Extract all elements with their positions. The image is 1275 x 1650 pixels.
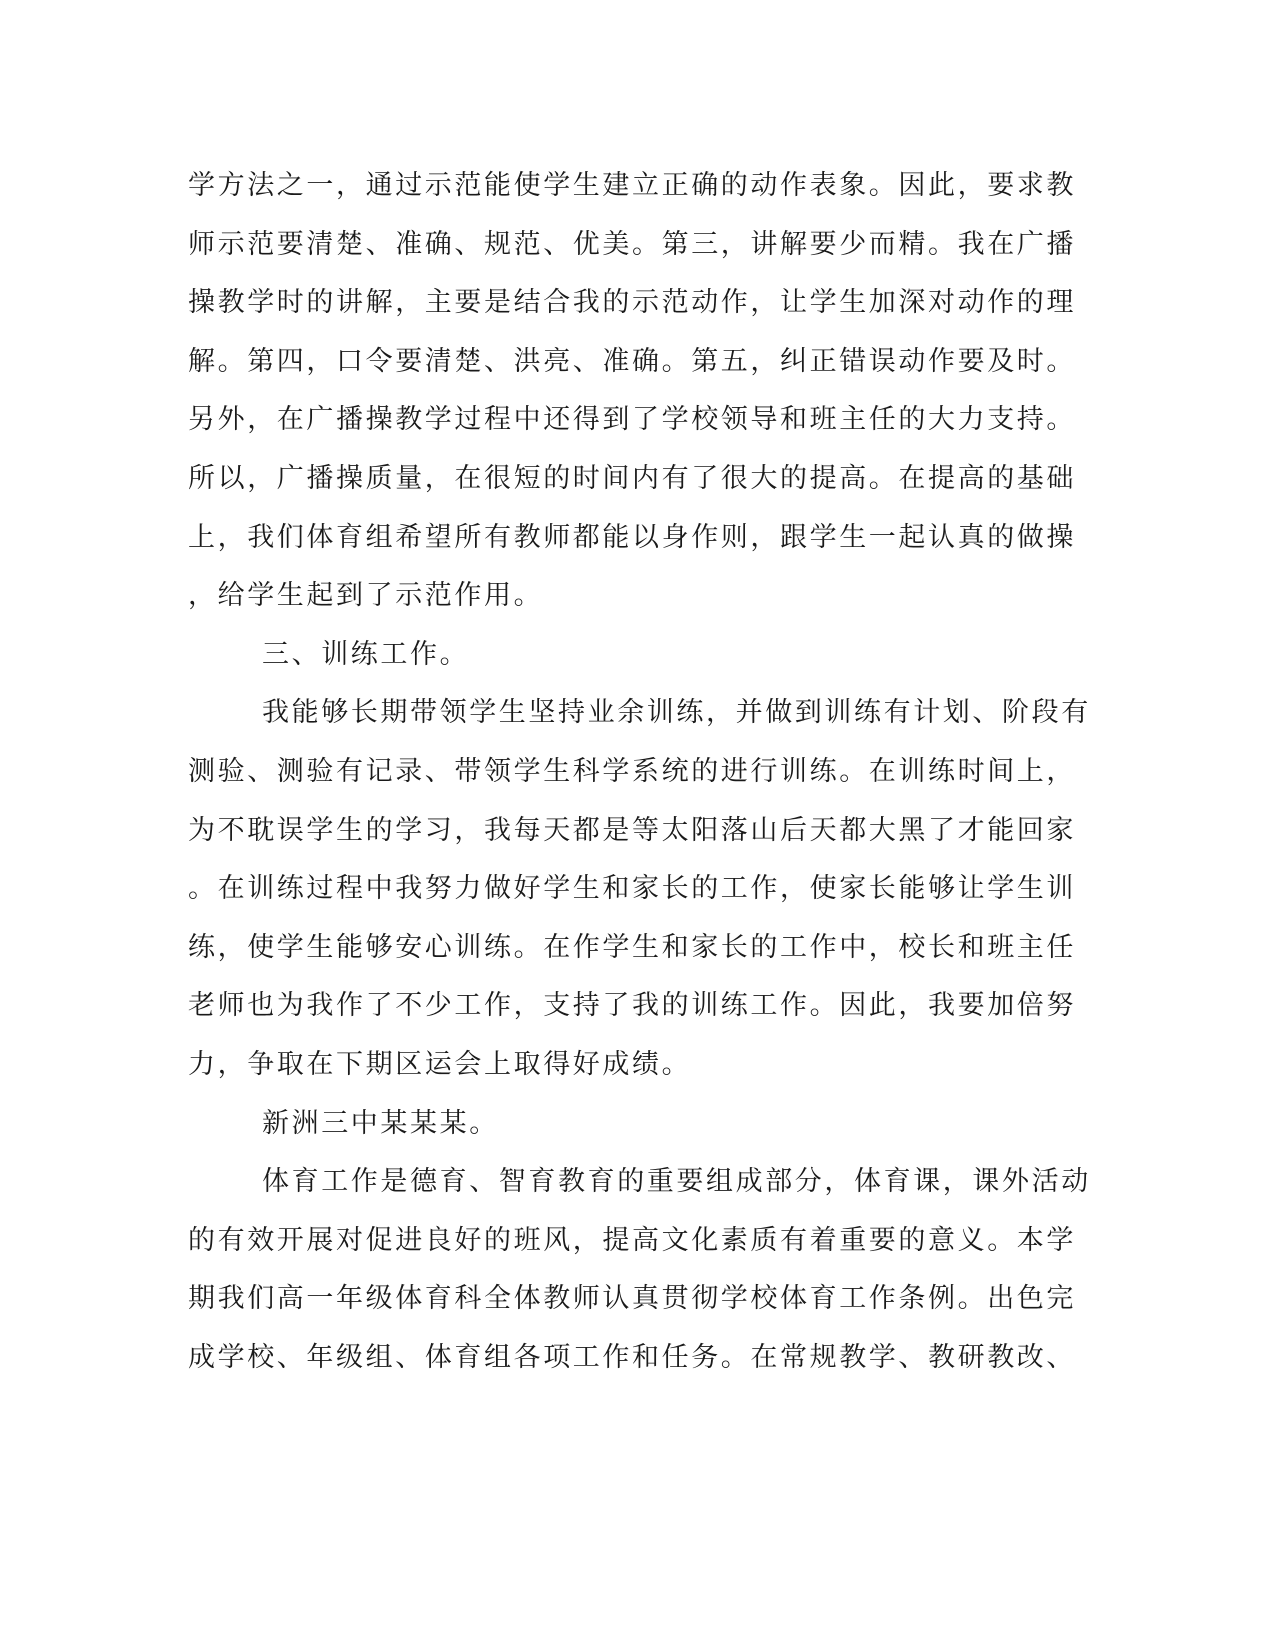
text-line: 所以，广播操质量，在很短的时间内有了很大的提高。在提高的基础 — [188, 462, 1076, 494]
body-text — [188, 157, 1091, 1387]
text-line: 老师也为我作了不少工作，支持了我的训练工作。因此，我要加倍努 — [188, 990, 1076, 1022]
text-line: 学方法之一，通过示范能使学生建立正确的动作表象。因此，要求教 — [188, 170, 1076, 201]
text-line: 练，使学生能够安心训练。在作学生和家长的工作中，校长和班主任 — [188, 931, 1076, 963]
text-line: ，给学生起到了示范作用。 — [188, 580, 544, 612]
text-line: 操教学时的讲解，主要是结合我的示范动作，让学生加深对动作的理 — [188, 287, 1076, 319]
text-line: 的有效开展对促进良好的班风，提高文化素质有着重要的意义。本学 — [188, 1224, 1076, 1256]
text-line: 体育工作是德育、智育教育的重要组成部分，体育课，课外活动 — [262, 1166, 1091, 1198]
text-line: 新洲三中某某某。 — [262, 1107, 499, 1139]
text-line: 。在训练过程中我努力做好学生和家长的工作，使家长能够让学生训 — [188, 873, 1076, 905]
text-line: 测验、测验有记录、带领学生科学系统的进行训练。在训练时间上， — [188, 755, 1076, 787]
text-line: 师示范要清楚、准确、规范、优美。第三，讲解要少而精。我在广播 — [188, 228, 1076, 260]
text-line: 另外，在广播操教学过程中还得到了学校领导和班主任的大力支持。 — [188, 404, 1076, 436]
text-line: 期我们高一年级体育科全体教师认真贯彻学校体育工作条例。出色完 — [188, 1283, 1076, 1315]
text-line: 三、训练工作。 — [262, 638, 470, 670]
text-line: 为不耽误学生的学习，我每天都是等太阳落山后天都大黑了才能回家 — [188, 814, 1076, 846]
text-line: 我能够长期带领学生坚持业余训练，并做到训练有计划、阶段有 — [262, 697, 1091, 729]
text-line: 力，争取在下期区运会上取得好成绩。 — [188, 1048, 692, 1080]
text-line: 成学校、年级组、体育组各项工作和任务。在常规教学、教研教改、 — [188, 1341, 1076, 1373]
text-line: 解。第四，口令要清楚、洪亮、准确。第五，纠正错误动作要及时。 — [188, 345, 1076, 377]
text-line: 上，我们体育组希望所有教师都能以身作则，跟学生一起认真的做操 — [188, 521, 1076, 553]
